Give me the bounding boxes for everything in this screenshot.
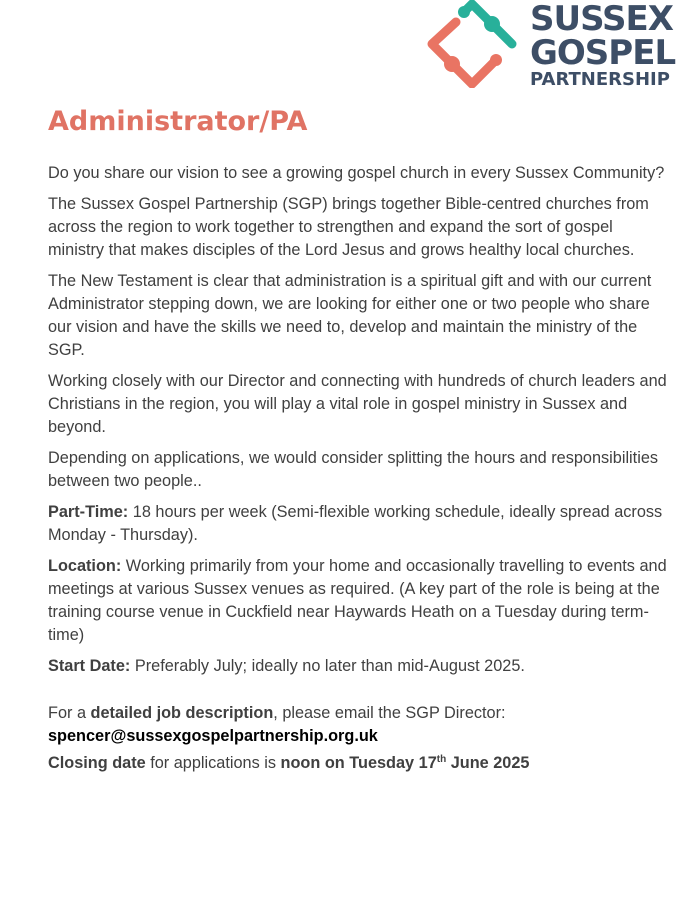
closing-time-text: noon on Tuesday 17 — [280, 754, 437, 772]
closing-middle: for applications is — [145, 754, 281, 772]
page-title: Administrator/PA — [48, 106, 308, 137]
contact-suffix: , please email the SGP Director: — [273, 704, 506, 722]
detail-location — [48, 555, 673, 647]
closing-date-label: Closing date — [48, 754, 146, 772]
part-time-label: Part-Time: — [48, 503, 129, 521]
paragraph-about-sgp: The Sussex Gospel Partnership (SGP) brings together Bible-centred churches from across the region to work together to strengthen and expand the sort of gospel ministry that makes disciples of the Lord Jesus and grows healthy local churches. — [48, 195, 649, 259]
logo-line-3: PARTNERSHIP — [530, 69, 670, 90]
contact-email-link[interactable]: spencer@sussexgospelpartnership.org.uk — [48, 727, 378, 745]
closing-date-end: June 2025 — [446, 754, 530, 772]
start-date-text: Preferably July; ideally no later than mid-August 2025. — [130, 657, 525, 675]
start-date-label: Start Date: — [48, 657, 131, 675]
sgp-logo-mark-icon — [426, 0, 518, 88]
part-time-text: 18 hours per week (Semi-flexible working schedule, ideally spread across Monday - Thursday). — [48, 503, 663, 544]
closing-date-paragraph — [48, 752, 673, 775]
closing-time — [281, 754, 530, 772]
contact-bold: detailed job description — [90, 704, 274, 722]
logo-wordmark — [530, 2, 675, 89]
location-text: Working primarily from your home and occasionally travelling to events and meetings at various Sussex venues as required. (A key part of the role is being at the training course venue in Cuckfield near Haywards Heath on a Tuesday during term-time) — [48, 557, 667, 644]
detail-start-date — [48, 655, 673, 678]
contact-paragraph — [48, 702, 673, 748]
paragraph-hours-split: Depending on applications, we would consider splitting the hours and responsibilities between two people.. — [48, 449, 659, 490]
logo-line-2: GOSPEL — [530, 33, 676, 73]
contact-prefix: For a — [48, 704, 91, 722]
logo-line-1: SUSSEX — [530, 0, 673, 39]
paragraph-role-impact: Working closely with our Director and connecting with hundreds of church leaders and Christians in the region, you will play a vital role in gospel ministry in Sussex and beyond. — [48, 372, 667, 436]
paragraph-role-need: The New Testament is clear that administration is a spiritual gift and with our current Administrator stepping down, we are looking for either one or two people who share our vision and have the skills we need to, develop and maintain the ministry of the SGP. — [48, 272, 652, 359]
closing-ordinal: th — [436, 754, 447, 765]
job-description — [48, 162, 673, 783]
paragraph-vision: Do you share our vision to see a growing gospel church in every Sussex Community? — [48, 164, 665, 182]
logo — [426, 0, 688, 88]
location-label: Location: — [48, 557, 122, 575]
detail-part-time — [48, 501, 673, 547]
